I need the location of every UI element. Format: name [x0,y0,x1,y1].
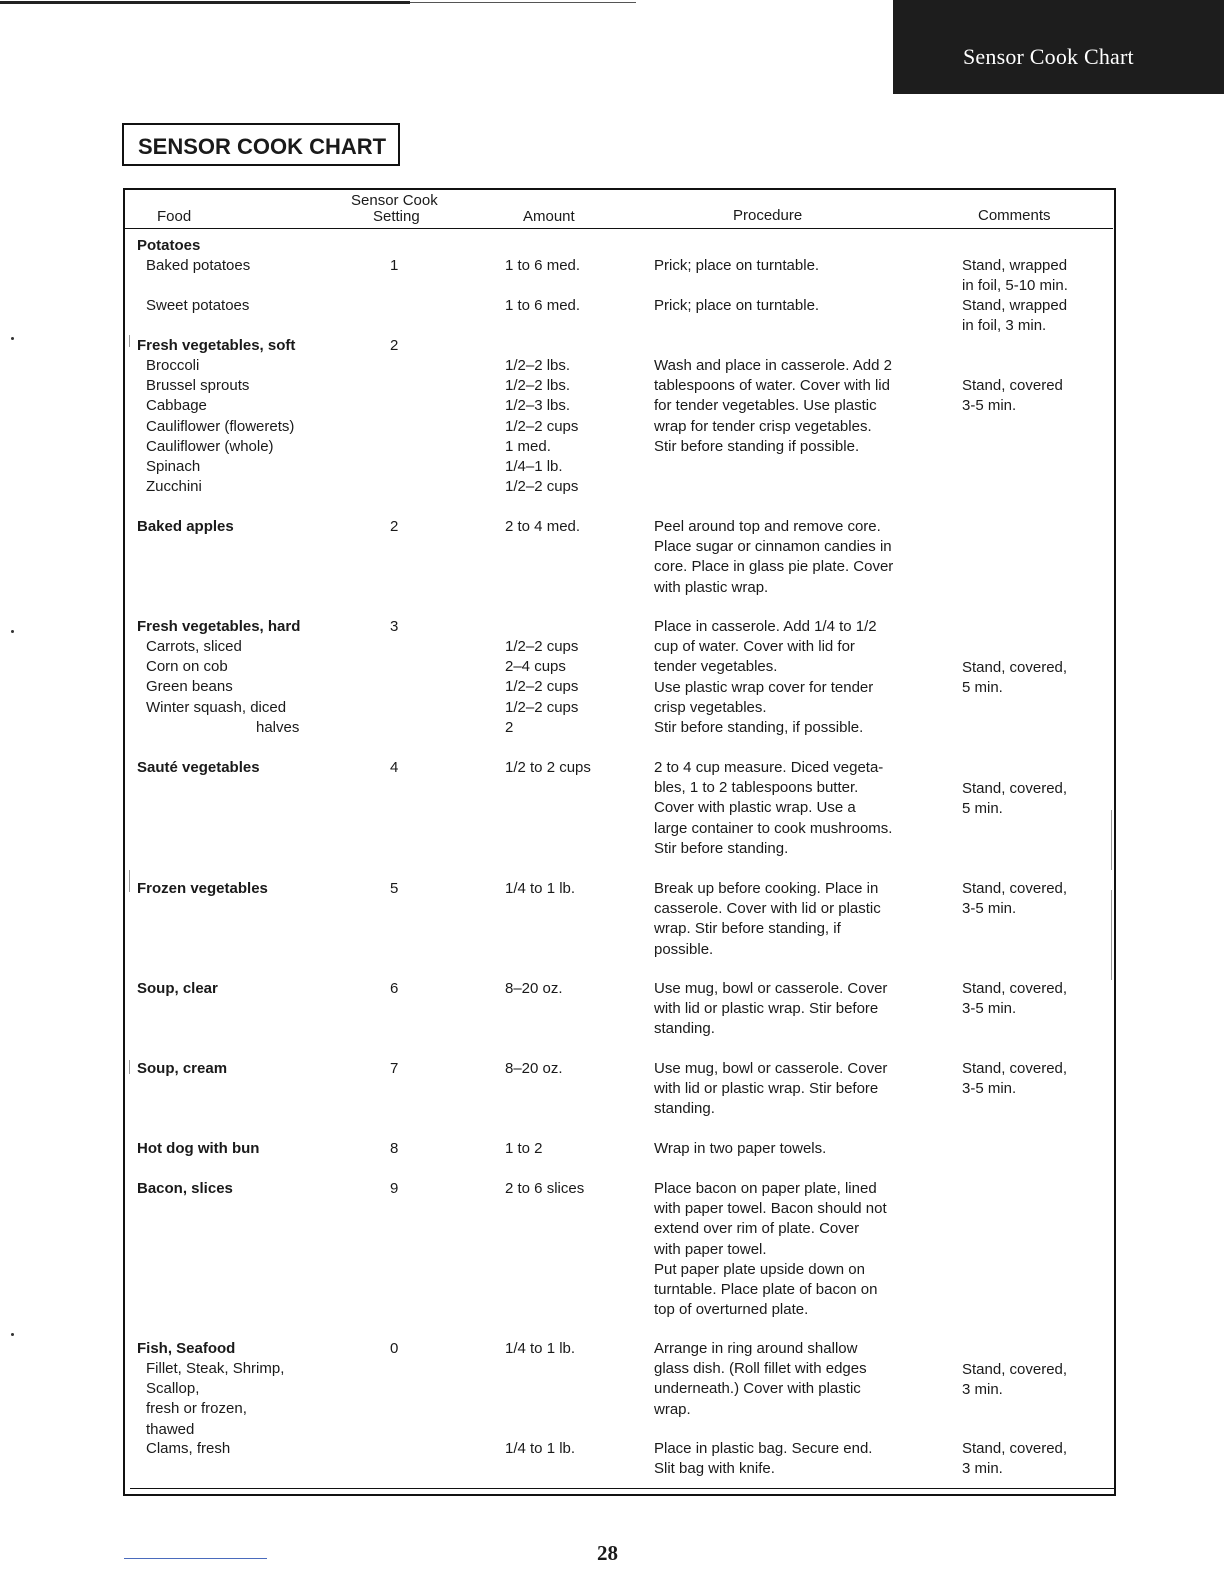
comments-cell: Stand, covered, 3-5 min. [962,880,1068,918]
column-header-setting-line1: Sensor Cook [351,192,438,209]
procedure-cell: Arrange in ring around shallow glass dish. (Roll fillet with edges underneath.) Cover with plastic wrap. [654,1340,867,1418]
amount-cell: 1/4 to 1 lb. [505,1340,576,1357]
comments-cell: Stand, wrapped in foil, 3 min. [962,297,1068,335]
amount-cell: 1/2–2 cups 2–4 cups 1/2–2 cups 1/2–2 cups 2 [505,638,579,736]
margin-mark [11,337,14,340]
procedure-cell: Place bacon on paper plate, lined with paper towel. Bacon should not extend over rim of plate. Cover with paper towel. Put paper plate upside down on turntable. Place plate of bacon on top of overturned plate. [654,1180,887,1319]
comments-cell: Stand, covered, 3-5 min. [962,980,1068,1018]
food-category: Soup, clear [137,980,218,997]
amount-cell: 1 to 2 [505,1140,543,1157]
section-title: Sensor Cook Chart [963,44,1134,69]
comments-cell: Stand, covered 3-5 min. [962,377,1063,415]
amount-cell: 1/4 to 1 lb. [505,1440,576,1457]
procedure-cell: Place in plastic bag. Secure end. Slit bag with knife. [654,1440,873,1478]
amount-cell: 2 to 4 med. [505,518,581,535]
page-number: 28 [597,1541,618,1565]
food-category: Fresh vegetables, soft [137,337,296,354]
comments-cell: Stand, covered, 5 min. [962,780,1068,818]
setting-cell: 4 [390,759,399,776]
footer-rule [124,1558,267,1559]
procedure-cell: Prick; place on turntable. [654,297,820,314]
section-header-band [893,0,1224,94]
margin-tick [129,870,130,892]
margin-tick [1111,890,1112,980]
margin-tick [129,335,130,347]
comments-cell: Stand, covered, 3-5 min. [962,1060,1068,1098]
column-header-procedure: Procedure [733,207,803,224]
food-item: Fillet, Steak, Shrimp, Scallop, fresh or frozen, thawed [146,1360,285,1438]
setting-cell: 2 [390,518,399,535]
setting-cell: 3 [390,618,399,635]
column-header-amount: Amount [523,208,575,225]
procedure-cell: Use mug, bowl or casserole. Cover with lid or plastic wrap. Stir before standing. [654,980,888,1038]
food-category: Frozen vegetables [137,880,268,897]
food-item: Carrots, sliced Corn on cob Green beans Winter squash, diced [146,638,287,716]
food-category: Bacon, slices [137,1180,233,1197]
margin-tick [1111,810,1112,870]
chart-title-box [122,123,400,166]
amount-cell: 1 to 6 med. [505,297,581,314]
margin-mark [11,1333,14,1336]
amount-cell: 1/2–2 lbs. 1/2–2 lbs. 1/2–3 lbs. 1/2–2 cups 1 med. 1/4–1 lb. 1/2–2 cups [505,357,579,496]
margin-tick [129,1060,130,1074]
comments-cell: Stand, wrapped in foil, 5-10 min. [962,257,1068,295]
column-header-comments: Comments [978,207,1051,224]
amount-cell: 1 to 6 med. [505,257,581,274]
food-category: Fish, Seafood [137,1340,236,1357]
procedure-cell: Peel around top and remove core. Place sugar or cinnamon candies in core. Place in glass pie plate. Cover with plastic wrap. [654,518,894,596]
food-category: Potatoes [137,237,201,254]
header-divider [125,228,1113,229]
procedure-cell: Place in casserole. Add 1/4 to 1/2 cup of water. Cover with lid for tender vegetables. Use plastic wrap cover for tender crisp vegetables. Stir before standing, if possible. [654,618,877,737]
food-item: Sweet potatoes [146,297,250,314]
column-header-food: Food [157,208,192,225]
procedure-cell: Prick; place on turntable. [654,257,820,274]
margin-mark [11,630,14,633]
setting-cell: 9 [390,1180,399,1197]
food-item: Broccoli Brussel sprouts Cabbage Cauliflower (flowerets) Cauliflower (whole) Spinach Zucchini [146,357,295,496]
food-category: Soup, cream [137,1060,228,1077]
food-category: Fresh vegetables, hard [137,618,301,635]
column-header-setting-line2: Setting [373,208,420,225]
procedure-cell: Break up before cooking. Place in casserole. Cover with lid or plastic wrap. Stir before standing, if possible. [654,880,881,958]
food-category: Sauté vegetables [137,759,260,776]
amount-cell: 1/2 to 2 cups [505,759,591,776]
amount-cell: 1/4 to 1 lb. [505,880,576,897]
setting-cell: 1 [390,257,399,274]
amount-cell: 8–20 oz. [505,980,563,997]
setting-cell: 8 [390,1140,399,1157]
food-category: Hot dog with bun [137,1140,260,1157]
food-item: Clams, fresh [146,1440,231,1457]
amount-cell: 2 to 6 slices [505,1180,585,1197]
procedure-cell: Use mug, bowl or casserole. Cover with lid or plastic wrap. Stir before standing. [654,1060,888,1118]
procedure-cell: Wrap in two paper towels. [654,1140,827,1157]
setting-cell: 5 [390,880,399,897]
setting-cell: 7 [390,1060,399,1077]
chart-title: SENSOR COOK CHART [138,134,387,159]
table-bottom-rule [130,1488,1114,1489]
comments-cell: Stand, covered, 5 min. [962,659,1068,697]
amount-cell: 8–20 oz. [505,1060,563,1077]
top-rule [0,1,410,4]
food-category: Baked apples [137,518,234,535]
comments-cell: Stand, covered, 3 min. [962,1440,1068,1478]
setting-cell: 6 [390,980,399,997]
procedure-cell: 2 to 4 cup measure. Diced vegeta- bles, 1 to 2 tablespoons butter. Cover with plastic wrap. Use a large container to cook mushrooms. Stir before standing. [654,759,893,857]
food-item: Baked potatoes [146,257,251,274]
procedure-cell: Wash and place in casserole. Add 2 tablespoons of water. Cover with lid for tender vegetables. Use plastic wrap for tender crisp vegetables. Stir before standing if possible. [654,357,892,455]
setting-cell: 2 [390,337,399,354]
top-rule-thin [410,2,636,3]
comments-cell: Stand, covered, 3 min. [962,1361,1068,1399]
food-item: halves [256,719,300,736]
setting-cell: 0 [390,1340,399,1357]
